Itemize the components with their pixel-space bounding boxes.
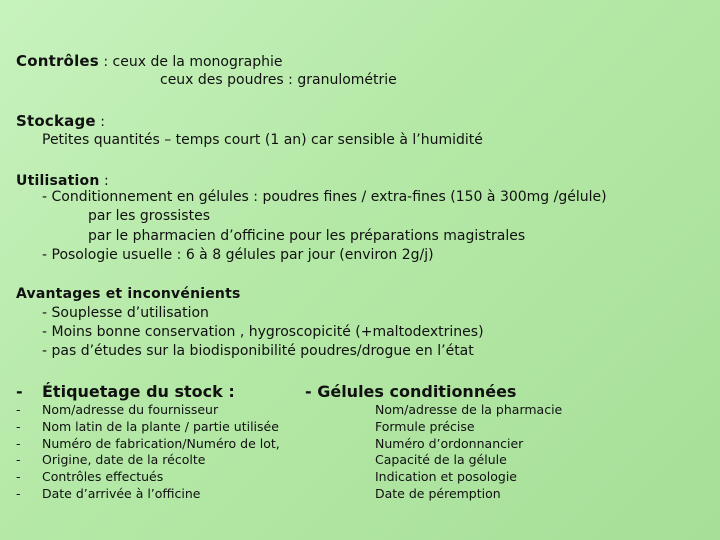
right-item: Numéro d’ordonnancier — [375, 436, 524, 451]
left-dash: - — [16, 402, 21, 417]
left-item: Contrôles effectués — [42, 469, 164, 484]
left-dash: - — [16, 436, 21, 451]
left-item: Nom latin de la plante / partie utilisée — [42, 419, 279, 434]
stockage-colon: : — [95, 114, 105, 130]
avantages-label: Avantages et inconvénients — [16, 286, 241, 302]
utilisation-line: - Posologie usuelle : 6 à 8 gélules par jour (environ 2g/j) — [42, 247, 434, 263]
stockage-heading — [16, 111, 105, 130]
left-item: Date d’arrivée à l’officine — [42, 486, 201, 501]
controles-section — [16, 51, 282, 70]
left-dash: - — [16, 452, 21, 467]
controles-line1: : ceux de la monographie — [98, 54, 283, 70]
utilisation-line: par le pharmacien d’officine pour les préparations magistrales — [88, 228, 526, 244]
left-item: Origine, date de la récolte — [42, 452, 206, 467]
stockage-label: Stockage — [16, 112, 96, 130]
etiquetage-dash: - — [16, 382, 23, 401]
controles-line2: ceux des poudres : granulométrie — [160, 72, 397, 88]
left-dash: - — [16, 469, 21, 484]
utilisation-colon: : — [99, 173, 109, 189]
left-item: Numéro de fabrication/Numéro de lot, — [42, 436, 280, 451]
utilisation-heading — [16, 170, 109, 189]
etiquetage-right-title: - Gélules conditionnées — [305, 382, 517, 401]
etiquetage-left-title: Étiquetage du stock : — [42, 382, 235, 401]
right-item: Capacité de la gélule — [375, 452, 507, 467]
right-item: Date de péremption — [375, 486, 501, 501]
right-item: Indication et posologie — [375, 469, 517, 484]
avantages-line: - Moins bonne conservation , hygroscopicité (+maltodextrines) — [42, 324, 484, 340]
avantages-line: - pas d’études sur la biodisponibilité poudres/drogue en l’état — [42, 343, 474, 359]
utilisation-label: Utilisation — [16, 173, 100, 189]
controles-label: Contrôles — [16, 52, 99, 70]
left-dash: - — [16, 419, 21, 434]
right-item: Formule précise — [375, 419, 475, 434]
stockage-text: Petites quantités – temps court (1 an) car sensible à l’humidité — [42, 132, 483, 148]
utilisation-line: - Conditionnement en gélules : poudres fines / extra-fines (150 à 300mg /gélule) — [42, 189, 607, 205]
left-dash: - — [16, 486, 21, 501]
utilisation-line: par les grossistes — [88, 208, 210, 224]
right-item: Nom/adresse de la pharmacie — [375, 402, 563, 417]
left-item: Nom/adresse du fournisseur — [42, 402, 219, 417]
avantages-line: - Souplesse d’utilisation — [42, 305, 209, 321]
